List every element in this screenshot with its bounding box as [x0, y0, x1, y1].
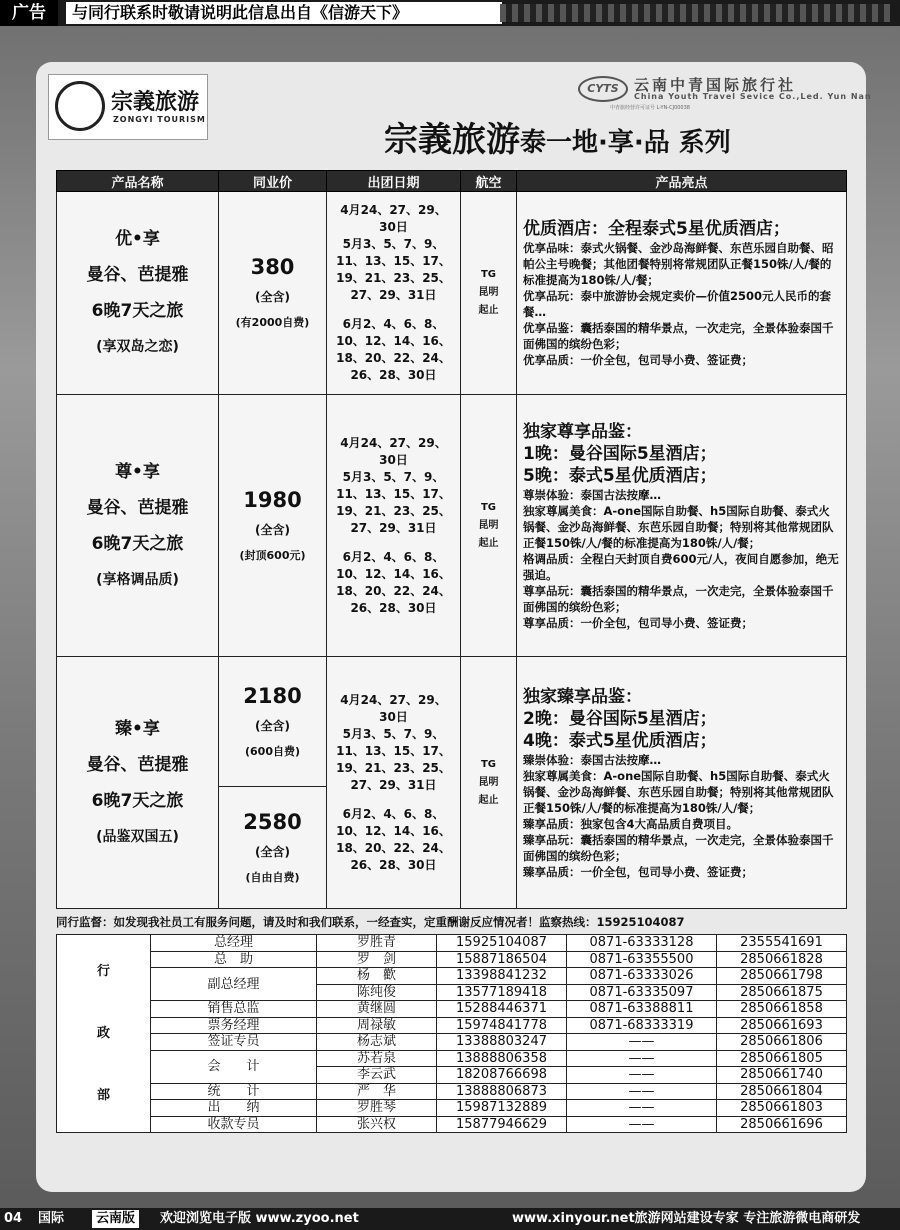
price-extra: (有2000自费) — [235, 316, 310, 329]
highlights-cell — [517, 657, 847, 909]
date-line: 5月3、5、7、9、 — [342, 237, 445, 251]
airline-note: 起止 — [478, 537, 499, 549]
staff-qq: 2850661740 — [717, 1067, 847, 1084]
staff-role: 副总经理 — [151, 968, 317, 1001]
airline-cell — [461, 192, 517, 395]
price-note: (全含) — [255, 718, 290, 733]
product-row-zun — [57, 395, 847, 657]
date-line: 19、21、23、25、 — [336, 503, 451, 518]
staff-qq: 2850661696 — [717, 1116, 847, 1133]
highlight-line: 格调品质：全程白天封顶自费600元/人，夜间自愿参加，绝无强迫。 — [523, 551, 839, 582]
staff-tel: —— — [567, 1083, 717, 1100]
staff-tel: 0871-63335097 — [567, 984, 717, 1001]
airline-city: 昆明 — [478, 287, 499, 298]
supervision-notice: 同行监督：如发现我社员工有服务问题，请及时和我们联系，一经查实，定重酬谢反应情况者！监察热线：15925104087 — [56, 915, 685, 929]
date-line: 18、20、22、24、 — [336, 840, 451, 855]
staff-tel: —— — [567, 1116, 717, 1133]
staff-role: 总 助 — [151, 951, 317, 968]
highlight-line: 独家尊属美食：A-one国际自助餐、h5国际自助餐、泰式火锅餐、金沙岛海鲜餐、东芭乐园自助餐；特别将其他常规团队正餐150铢/人/餐的标准提高为180铢/人/餐； — [523, 503, 834, 550]
airline-code: TG — [480, 758, 497, 770]
date-line: 6月2、4、6、8、 — [342, 806, 445, 821]
footer-right-link[interactable]: www.xinyour.net旅游网站建设专家 专注旅游微电商研发 — [512, 1211, 861, 1226]
edition-label: 云南版 — [92, 1210, 139, 1228]
date-line: 27、29、31日 — [350, 288, 437, 302]
footer-left-link[interactable]: 欢迎浏览电子版 www.zyoo.net — [160, 1211, 359, 1226]
staff-row — [57, 1001, 847, 1018]
product-route: 曼谷、芭提雅 — [86, 265, 189, 285]
date-line: 19、21、23、25、 — [336, 760, 451, 775]
product-row-you — [57, 192, 847, 395]
date-line: 6月2、4、6、8、 — [342, 549, 445, 564]
staff-name: 杨志斌 — [317, 1034, 437, 1051]
staff-tel: 0871-63333128 — [567, 935, 717, 952]
dept-char: 政 — [96, 1025, 110, 1041]
footprint-logo-icon — [55, 81, 105, 131]
staff-mobile: 13388803247 — [437, 1034, 567, 1051]
logo-en: ZONGYI TOURISM — [113, 115, 206, 124]
staff-role: 统 计 — [151, 1083, 317, 1100]
staff-row — [57, 1116, 847, 1133]
staff-name: 罗胜琴 — [317, 1100, 437, 1117]
highlight-headline: 优质酒店：全程泰式5星优质酒店； — [523, 219, 790, 239]
highlight-line: 尊享品质：一价全包，包司导小费、签证费； — [523, 615, 753, 630]
price-cell — [219, 657, 327, 787]
staff-qq: 2850661875 — [717, 984, 847, 1001]
staff-mobile: 13888806358 — [437, 1050, 567, 1067]
date-line: 5月3、5、7、9、 — [342, 726, 445, 741]
dates-cell — [327, 192, 461, 395]
title-main: 宗義旅游 — [384, 120, 520, 160]
airline-code: TG — [480, 269, 497, 280]
product-duration: 6晚7天之旅 — [91, 301, 184, 321]
product-tag: (享格调品质) — [96, 571, 179, 588]
staff-mobile: 13888806873 — [437, 1083, 567, 1100]
airline-city: 昆明 — [478, 776, 499, 788]
staff-row — [57, 1017, 847, 1034]
price-value: 380 — [250, 255, 295, 279]
highlight-line: 独家尊属美食：A-one国际自助餐、h5国际自助餐、泰式火锅餐、金沙岛海鲜餐、东芭乐园自助餐；特别将其他常规团队正餐150铢/人/餐的标准提高为180铢/人/餐； — [523, 768, 834, 815]
highlight-line: 臻享品质：一价全包，包司导小费、签证费； — [523, 864, 753, 879]
staff-tel: —— — [567, 1067, 717, 1084]
staff-mobile: 13577189418 — [437, 984, 567, 1001]
staff-name: 张兴权 — [317, 1116, 437, 1133]
product-name-cell — [57, 395, 219, 657]
airline-city: 昆明 — [478, 519, 499, 531]
header-notice: 与同行联系时敬请说明此信息出自《信游天下》 — [66, 2, 502, 24]
highlight-headline: 独家臻享品鉴： — [523, 686, 642, 707]
page-number: 04 — [4, 1211, 23, 1226]
price-extra: (600自费) — [244, 744, 301, 758]
airline-note: 起止 — [478, 794, 499, 806]
highlight-headline: 4晚：泰式5星优质酒店； — [523, 730, 717, 751]
product-row-zhen — [57, 657, 847, 787]
staff-qq: 2850661803 — [717, 1100, 847, 1117]
dept-label — [57, 935, 151, 1133]
date-line: 26、28、30日 — [350, 368, 437, 382]
highlight-line: 尊享品玩：囊括泰国的精华景点，一次走完，全景体验泰国千面佛国的缤纷色彩； — [523, 583, 834, 614]
staff-name: 陈纯俊 — [317, 984, 437, 1001]
date-line: 10、12、14、16、 — [336, 566, 451, 581]
staff-name: 李云武 — [317, 1067, 437, 1084]
staff-name: 严 华 — [317, 1083, 437, 1100]
staff-qq: 2850661858 — [717, 1001, 847, 1018]
staff-role: 票务经理 — [151, 1017, 317, 1034]
date-line: 27、29、31日 — [350, 777, 437, 792]
price-cell — [219, 395, 327, 657]
staff-tel: —— — [567, 1050, 717, 1067]
highlight-headline: 5晚：泰式5星优质酒店； — [523, 465, 717, 486]
staff-qq: 2850661806 — [717, 1034, 847, 1051]
highlight-headline: 1晚：曼谷国际5星酒店； — [523, 443, 717, 464]
staff-row — [57, 935, 847, 952]
staff-qq: 2850661805 — [717, 1050, 847, 1067]
staff-name: 苏若泉 — [317, 1050, 437, 1067]
page-title — [384, 112, 731, 161]
highlight-line: 优享品鉴：囊括泰国的精华景点，一次走完，全景体验泰国千面佛国的缤纷色彩； — [523, 321, 834, 351]
footer-bar — [0, 1208, 900, 1230]
date-line: 18、20、22、24、 — [336, 351, 451, 365]
col-header-name: 产品名称 — [57, 171, 219, 192]
product-name: 臻•享 — [115, 718, 160, 739]
highlight-headline: 独家尊享品鉴： — [523, 421, 642, 442]
date-line: 26、28、30日 — [350, 600, 437, 615]
staff-row — [57, 951, 847, 968]
staff-role: 会 计 — [151, 1050, 317, 1083]
company-name-en: China Youth Travel Sevice Co.,Led. Yun Nan — [634, 92, 872, 101]
price-cell-alt — [219, 787, 327, 909]
staff-row — [57, 1100, 847, 1117]
product-name: 优•享 — [115, 229, 160, 249]
staff-mobile: 15288446371 — [437, 1001, 567, 1018]
highlight-line: 优享品质：一价全包，包司导小费、签证费； — [523, 353, 753, 367]
highlights-cell — [517, 395, 847, 657]
company-name-cn: 云南中青国际旅行社 — [634, 76, 797, 94]
airline-cell — [461, 395, 517, 657]
staff-mobile: 15877946629 — [437, 1116, 567, 1133]
staff-name: 周禄敏 — [317, 1017, 437, 1034]
date-line: 4月24、27、29、 — [340, 203, 447, 217]
section-label: 国际 — [38, 1211, 65, 1226]
staff-role: 总经理 — [151, 935, 317, 952]
staff-name: 罗 剑 — [317, 951, 437, 968]
product-route: 曼谷、芭提雅 — [86, 754, 189, 775]
price-note: (全含) — [255, 522, 290, 537]
zongyi-logo — [48, 74, 208, 140]
staff-row — [57, 1034, 847, 1051]
dept-char: 行 — [96, 963, 110, 979]
price-extra: (封顶600元) — [239, 548, 306, 562]
staff-tel: —— — [567, 1100, 717, 1117]
product-name-cell — [57, 192, 219, 395]
staff-row — [57, 968, 847, 985]
date-line: 30日 — [379, 452, 408, 467]
staff-tel: 0871-63333026 — [567, 968, 717, 985]
date-line: 26、28、30日 — [350, 857, 437, 872]
date-line: 11、13、15、17、 — [336, 254, 451, 268]
highlight-line: 臻享品质：独家包含4大高品质自费项目。 — [523, 816, 738, 831]
highlight-line: 尊崇体验：泰国古法按摩… — [523, 487, 661, 502]
col-header-price: 同业价 — [219, 171, 327, 192]
staff-name: 杨 歡 — [317, 968, 437, 985]
airline-code: TG — [480, 501, 497, 513]
col-header-highlights: 产品亮点 — [517, 171, 847, 192]
date-line: 4月24、27、29、 — [340, 692, 447, 707]
staff-row — [57, 1050, 847, 1067]
col-header-dates: 出团日期 — [327, 171, 461, 192]
product-table — [56, 170, 847, 909]
staff-qq: 2850661693 — [717, 1017, 847, 1034]
highlight-line: 臻崇体验：泰国古法按摩… — [523, 752, 661, 767]
highlight-headline: 2晚：曼谷国际5星酒店； — [523, 708, 717, 729]
header-stripes — [500, 4, 890, 22]
product-duration: 6晚7天之旅 — [91, 790, 184, 811]
staff-tel: 0871-63388811 — [567, 1001, 717, 1018]
top-bar — [0, 0, 900, 26]
staff-role: 收款专员 — [151, 1116, 317, 1133]
staff-table — [56, 934, 847, 1133]
date-line: 30日 — [379, 220, 408, 234]
dates-cell — [327, 395, 461, 657]
staff-name: 罗胜青 — [317, 935, 437, 952]
date-line: 30日 — [379, 709, 408, 724]
staff-mobile: 15887186504 — [437, 951, 567, 968]
staff-role: 出 纳 — [151, 1100, 317, 1117]
product-name-cell — [57, 657, 219, 909]
product-name: 尊•享 — [115, 461, 160, 482]
staff-mobile: 15925104087 — [437, 935, 567, 952]
product-tag: (品鉴双国五) — [96, 828, 179, 845]
price-note: (全含) — [255, 844, 290, 859]
company-license: 中青旅经营许可证号 L-YN-CJ00038 — [610, 105, 690, 111]
logo-name: 宗義旅游 — [111, 90, 200, 115]
price-cell — [219, 192, 327, 395]
price-extra: (自由自费) — [245, 870, 300, 884]
staff-mobile: 13398841232 — [437, 968, 567, 985]
product-route: 曼谷、芭提雅 — [86, 497, 189, 518]
date-line: 19、21、23、25、 — [336, 271, 451, 285]
date-line: 27、29、31日 — [350, 520, 437, 535]
date-line: 10、12、14、16、 — [336, 334, 451, 348]
airline-cell — [461, 657, 517, 909]
staff-tel: 0871-68333319 — [567, 1017, 717, 1034]
date-line: 11、13、15、17、 — [336, 486, 451, 501]
staff-qq: 2850661804 — [717, 1083, 847, 1100]
highlight-line: 优享品玩：泰中旅游协会规定卖价—价值2500元人民币的套餐… — [523, 289, 832, 319]
staff-role: 销售总监 — [151, 1001, 317, 1018]
staff-mobile: 15987132889 — [437, 1100, 567, 1117]
title-sub: 泰一地·享·品 系列 — [520, 128, 731, 158]
date-line: 5月3、5、7、9、 — [342, 469, 445, 484]
col-header-airline: 航空 — [461, 171, 517, 192]
staff-qq: 2355541691 — [717, 935, 847, 952]
highlight-line: 臻享品玩：囊括泰国的精华景点，一次走完，全景体验泰国千面佛国的缤纷色彩； — [523, 832, 834, 863]
cyts-logo-icon: CYTS — [578, 76, 628, 102]
highlight-line: 优享品味：泰式火锅餐、金沙岛海鲜餐、东芭乐园自助餐、昭帕公主号晚餐；其他团餐特别将常规团队正餐150铢/人/餐的标准提高为180铢/人/餐； — [523, 241, 834, 287]
price-value: 2580 — [243, 809, 302, 834]
ad-label: 广告 — [0, 0, 58, 26]
date-line: 10、12、14、16、 — [336, 823, 451, 838]
staff-mobile: 15974841778 — [437, 1017, 567, 1034]
date-line: 6月2、4、6、8、 — [342, 317, 445, 331]
staff-tel: 0871-63355500 — [567, 951, 717, 968]
staff-role: 签证专员 — [151, 1034, 317, 1051]
staff-mobile: 18208766698 — [437, 1067, 567, 1084]
price-note: (全含) — [255, 290, 290, 304]
highlights-cell — [517, 192, 847, 395]
table-header-row — [57, 171, 847, 192]
staff-row — [57, 1083, 847, 1100]
staff-qq: 2850661798 — [717, 968, 847, 985]
date-line: 4月24、27、29、 — [340, 435, 447, 450]
product-duration: 6晚7天之旅 — [91, 533, 184, 554]
dates-cell — [327, 657, 461, 909]
staff-name: 黄继圆 — [317, 1001, 437, 1018]
airline-note: 起止 — [478, 305, 499, 316]
product-tag: (享双岛之恋) — [96, 339, 179, 355]
price-value: 1980 — [243, 487, 302, 512]
staff-qq: 2850661828 — [717, 951, 847, 968]
date-line: 11、13、15、17、 — [336, 743, 451, 758]
date-line: 18、20、22、24、 — [336, 583, 451, 598]
price-value: 2180 — [243, 683, 302, 708]
staff-tel: —— — [567, 1034, 717, 1051]
dept-char: 部 — [96, 1087, 110, 1103]
